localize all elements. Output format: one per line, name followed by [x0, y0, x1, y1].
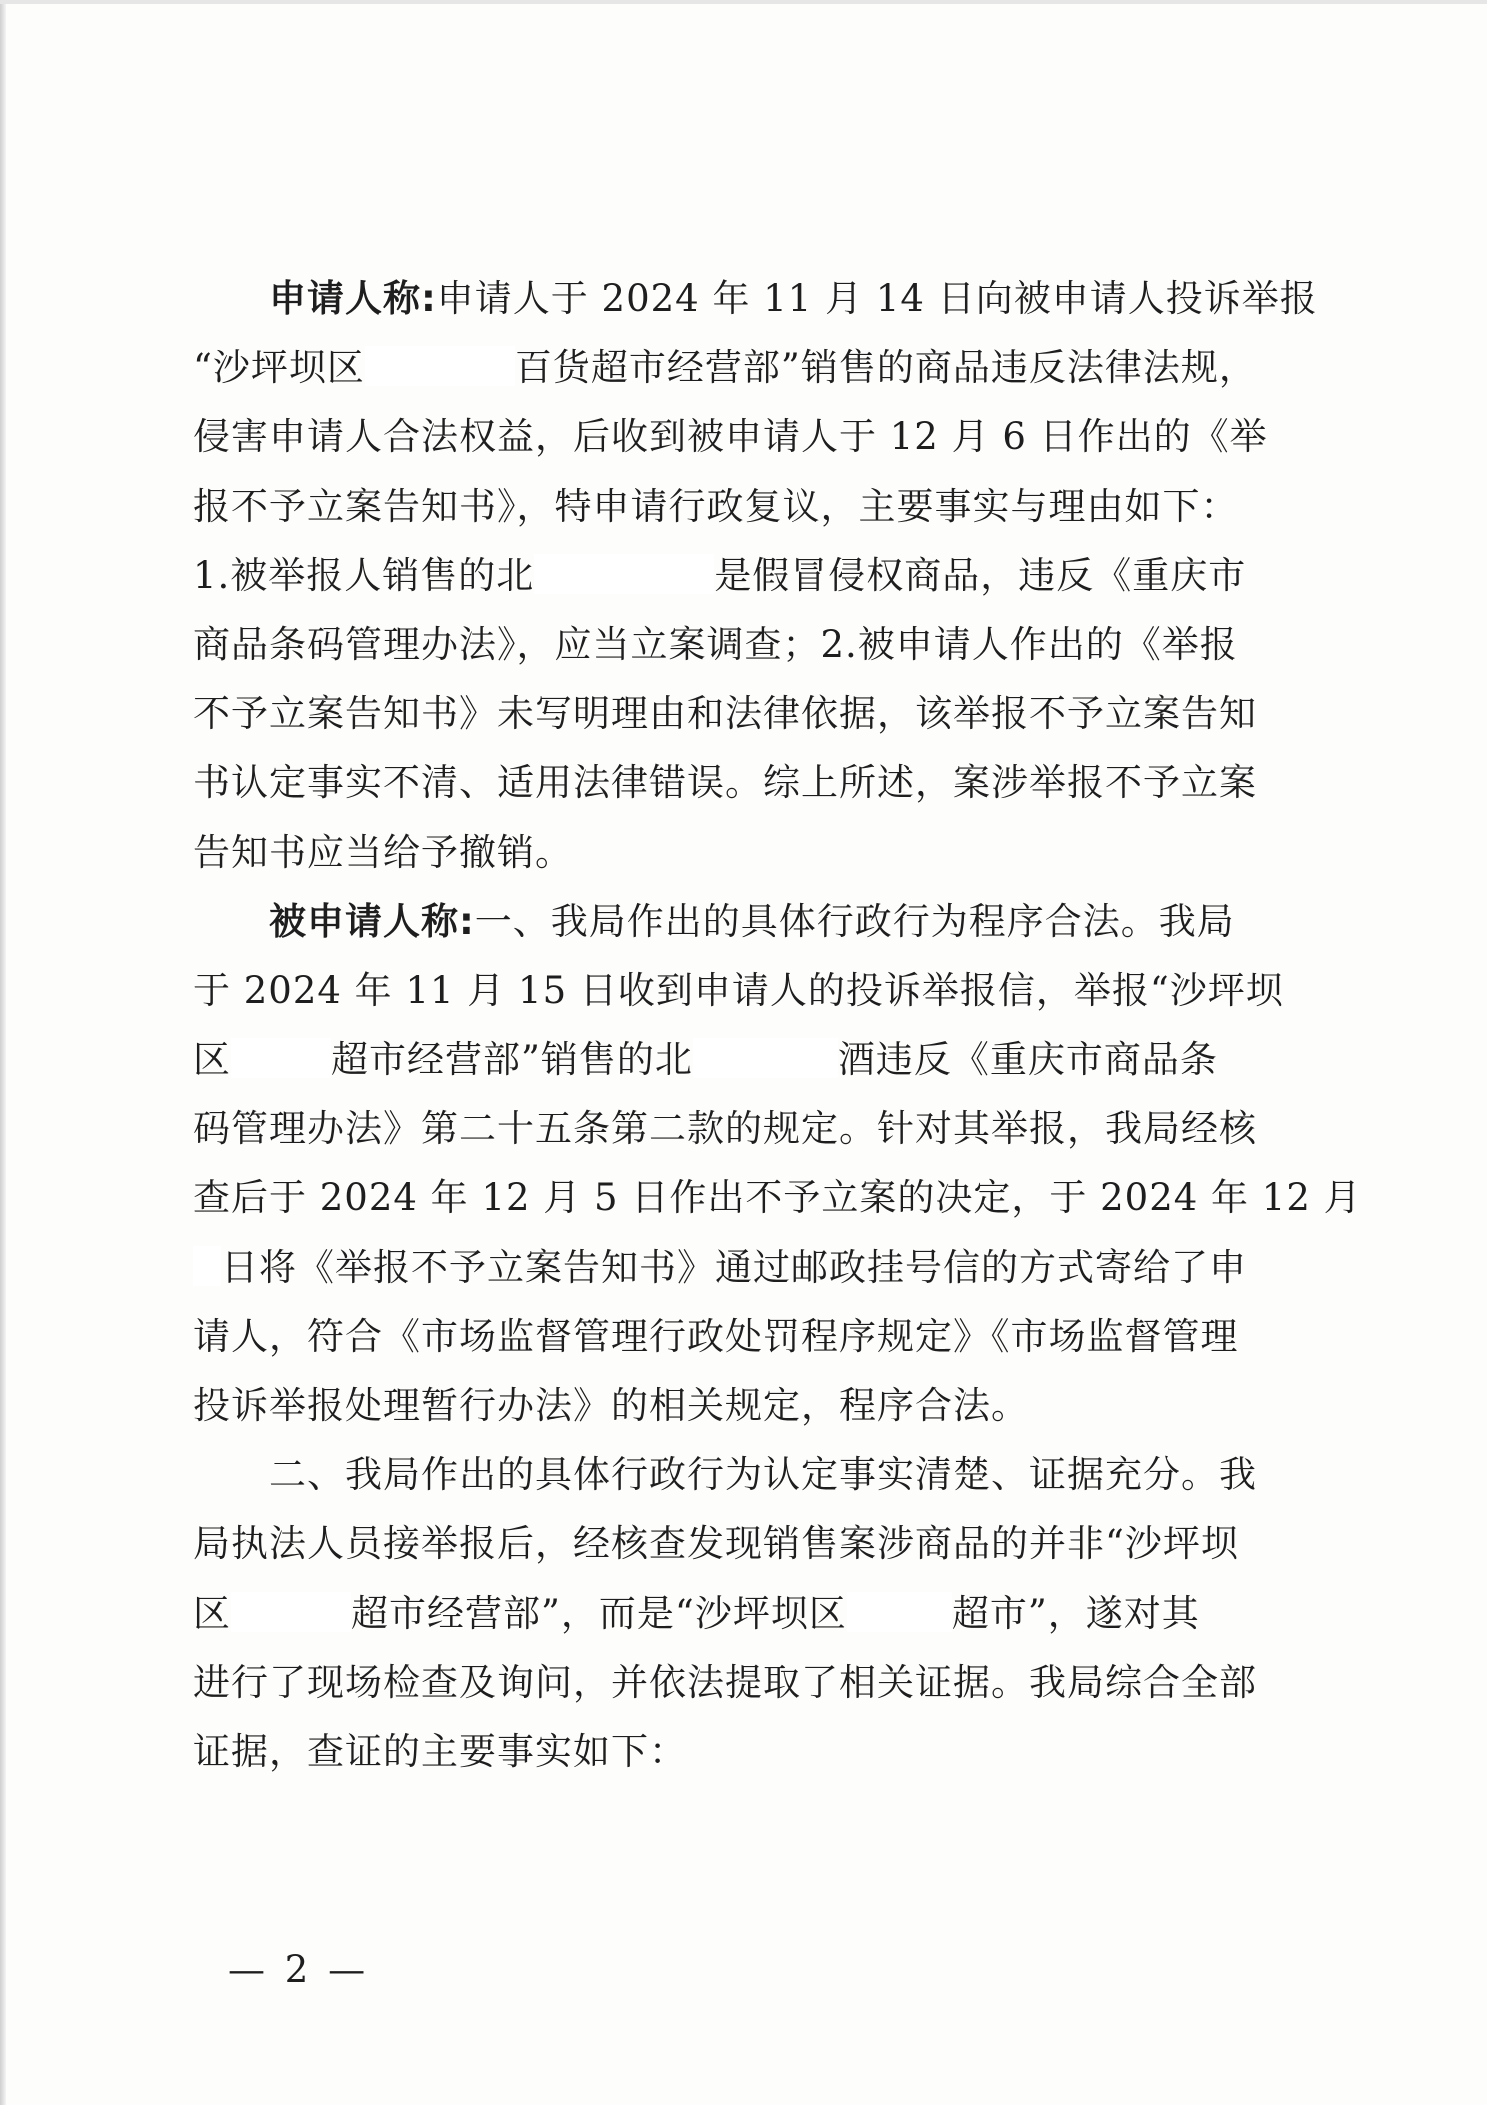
text-segment: 二、我局作出的具体行政行为认定事实清楚、证据充分。我: [269, 1453, 1257, 1497]
scan-shadow-top: [0, 0, 1487, 4]
text-line: [193, 1579, 1293, 1648]
text-segment: 超市”，遂对其: [951, 1591, 1200, 1635]
text-segment: 报不予立案告知书》，特申请行政复议，主要事实与理由如下：: [193, 484, 1239, 528]
text-segment: 不予立案告知书》未写明理由和法律依据，该举报不予立案告知: [193, 692, 1257, 736]
text-segment: 区: [193, 1591, 231, 1635]
scan-shadow-edge: [0, 0, 6, 2105]
redaction-block: [231, 1038, 331, 1078]
text-segment: 局执法人员接举报后，经核查发现销售案涉商品的并非“沙坪坝: [193, 1522, 1239, 1566]
text-segment: 告知书应当给予撤销。: [193, 830, 573, 874]
text-line: [193, 1163, 1362, 1232]
text-line: [193, 1440, 1293, 1509]
text-line: [193, 679, 1293, 748]
text-line: [193, 818, 1293, 887]
text-segment: 书认定事实不清、适用法律错误。综上所述，案涉举报不予立案: [193, 761, 1257, 805]
text-segment: 一、我局作出的具体行政行为程序合法。我局: [474, 899, 1235, 943]
text-segment: 查后于 2024 年 12 月 5 日作出不予立案的决定，于 2024 年 12 月: [193, 1176, 1362, 1220]
text-line: [193, 1025, 1293, 1094]
text-line: [193, 610, 1293, 679]
text-segment: 申请人于 2024 年 11 月 14 日向被申请人投诉举报: [436, 277, 1318, 320]
text-line: [193, 887, 1293, 956]
redaction-block: [231, 1592, 351, 1632]
text-line: [193, 1302, 1293, 1371]
section-lead-applicant: 申请人称:: [269, 277, 437, 320]
text-segment: 证据，查证的主要事实如下：: [193, 1729, 687, 1773]
text-segment: “沙坪坝区: [193, 346, 365, 390]
text-segment: 是假冒侵权商品，违反《重庆市: [714, 553, 1247, 597]
text-line: [193, 1371, 1293, 1440]
text-segment: 日将《举报不予立案告知书》通过邮政挂号信的方式寄给了申: [221, 1245, 1247, 1289]
text-line: [193, 1094, 1293, 1163]
text-line: [193, 264, 1318, 333]
text-line: [193, 1233, 1293, 1302]
text-line: [193, 956, 1293, 1025]
text-segment: 进行了现场检查及询问，并依法提取了相关证据。我局综合全部: [193, 1660, 1257, 1704]
page-number: — 2 —: [228, 1948, 370, 1991]
text-segment: 码管理办法》第二十五条第二款的规定。针对其举报，我局经核: [193, 1107, 1257, 1151]
text-segment: 侵害申请人合法权益，后收到被申请人于 12 月 6 日作出的《举: [193, 415, 1268, 459]
redaction-block: [193, 1246, 221, 1286]
text-segment: 于 2024 年 11 月 15 日收到申请人的投诉举报信，举报“沙坪坝: [193, 968, 1284, 1012]
text-line: [193, 1648, 1293, 1717]
text-line: [193, 333, 1293, 402]
text-segment: 请人，符合《市场监督管理行政处罚程序规定》《市场监督管理: [193, 1314, 1239, 1358]
document-body: [193, 264, 1362, 1786]
text-segment: 1.被举报人销售的北: [193, 553, 535, 597]
text-line: [193, 1717, 1293, 1786]
redaction-block: [693, 1038, 838, 1078]
text-segment: 超市经营部”，而是“沙坪坝区: [351, 1591, 847, 1635]
redaction-block: [534, 554, 714, 594]
text-segment: 商品条码管理办法》，应当立案调查；2.被申请人作出的《举报: [193, 622, 1238, 666]
text-line: [193, 1509, 1293, 1578]
text-line: [193, 748, 1293, 817]
section-lead-respondent: 被申请人称:: [269, 899, 475, 943]
text-segment: 超市经营部”销售的北: [331, 1038, 693, 1082]
text-line: [193, 472, 1293, 541]
text-segment: 区: [193, 1038, 231, 1082]
text-segment: 百货超市经营部”销售的商品违反法律法规，: [514, 346, 1257, 390]
text-line: [193, 402, 1293, 471]
text-segment: 酒违反《重庆市商品条: [837, 1038, 1218, 1082]
redaction-block: [365, 346, 515, 386]
text-line: [193, 541, 1293, 610]
redaction-block: [847, 1592, 952, 1632]
text-segment: 投诉举报处理暂行办法》的相关规定，程序合法。: [193, 1384, 1029, 1427]
